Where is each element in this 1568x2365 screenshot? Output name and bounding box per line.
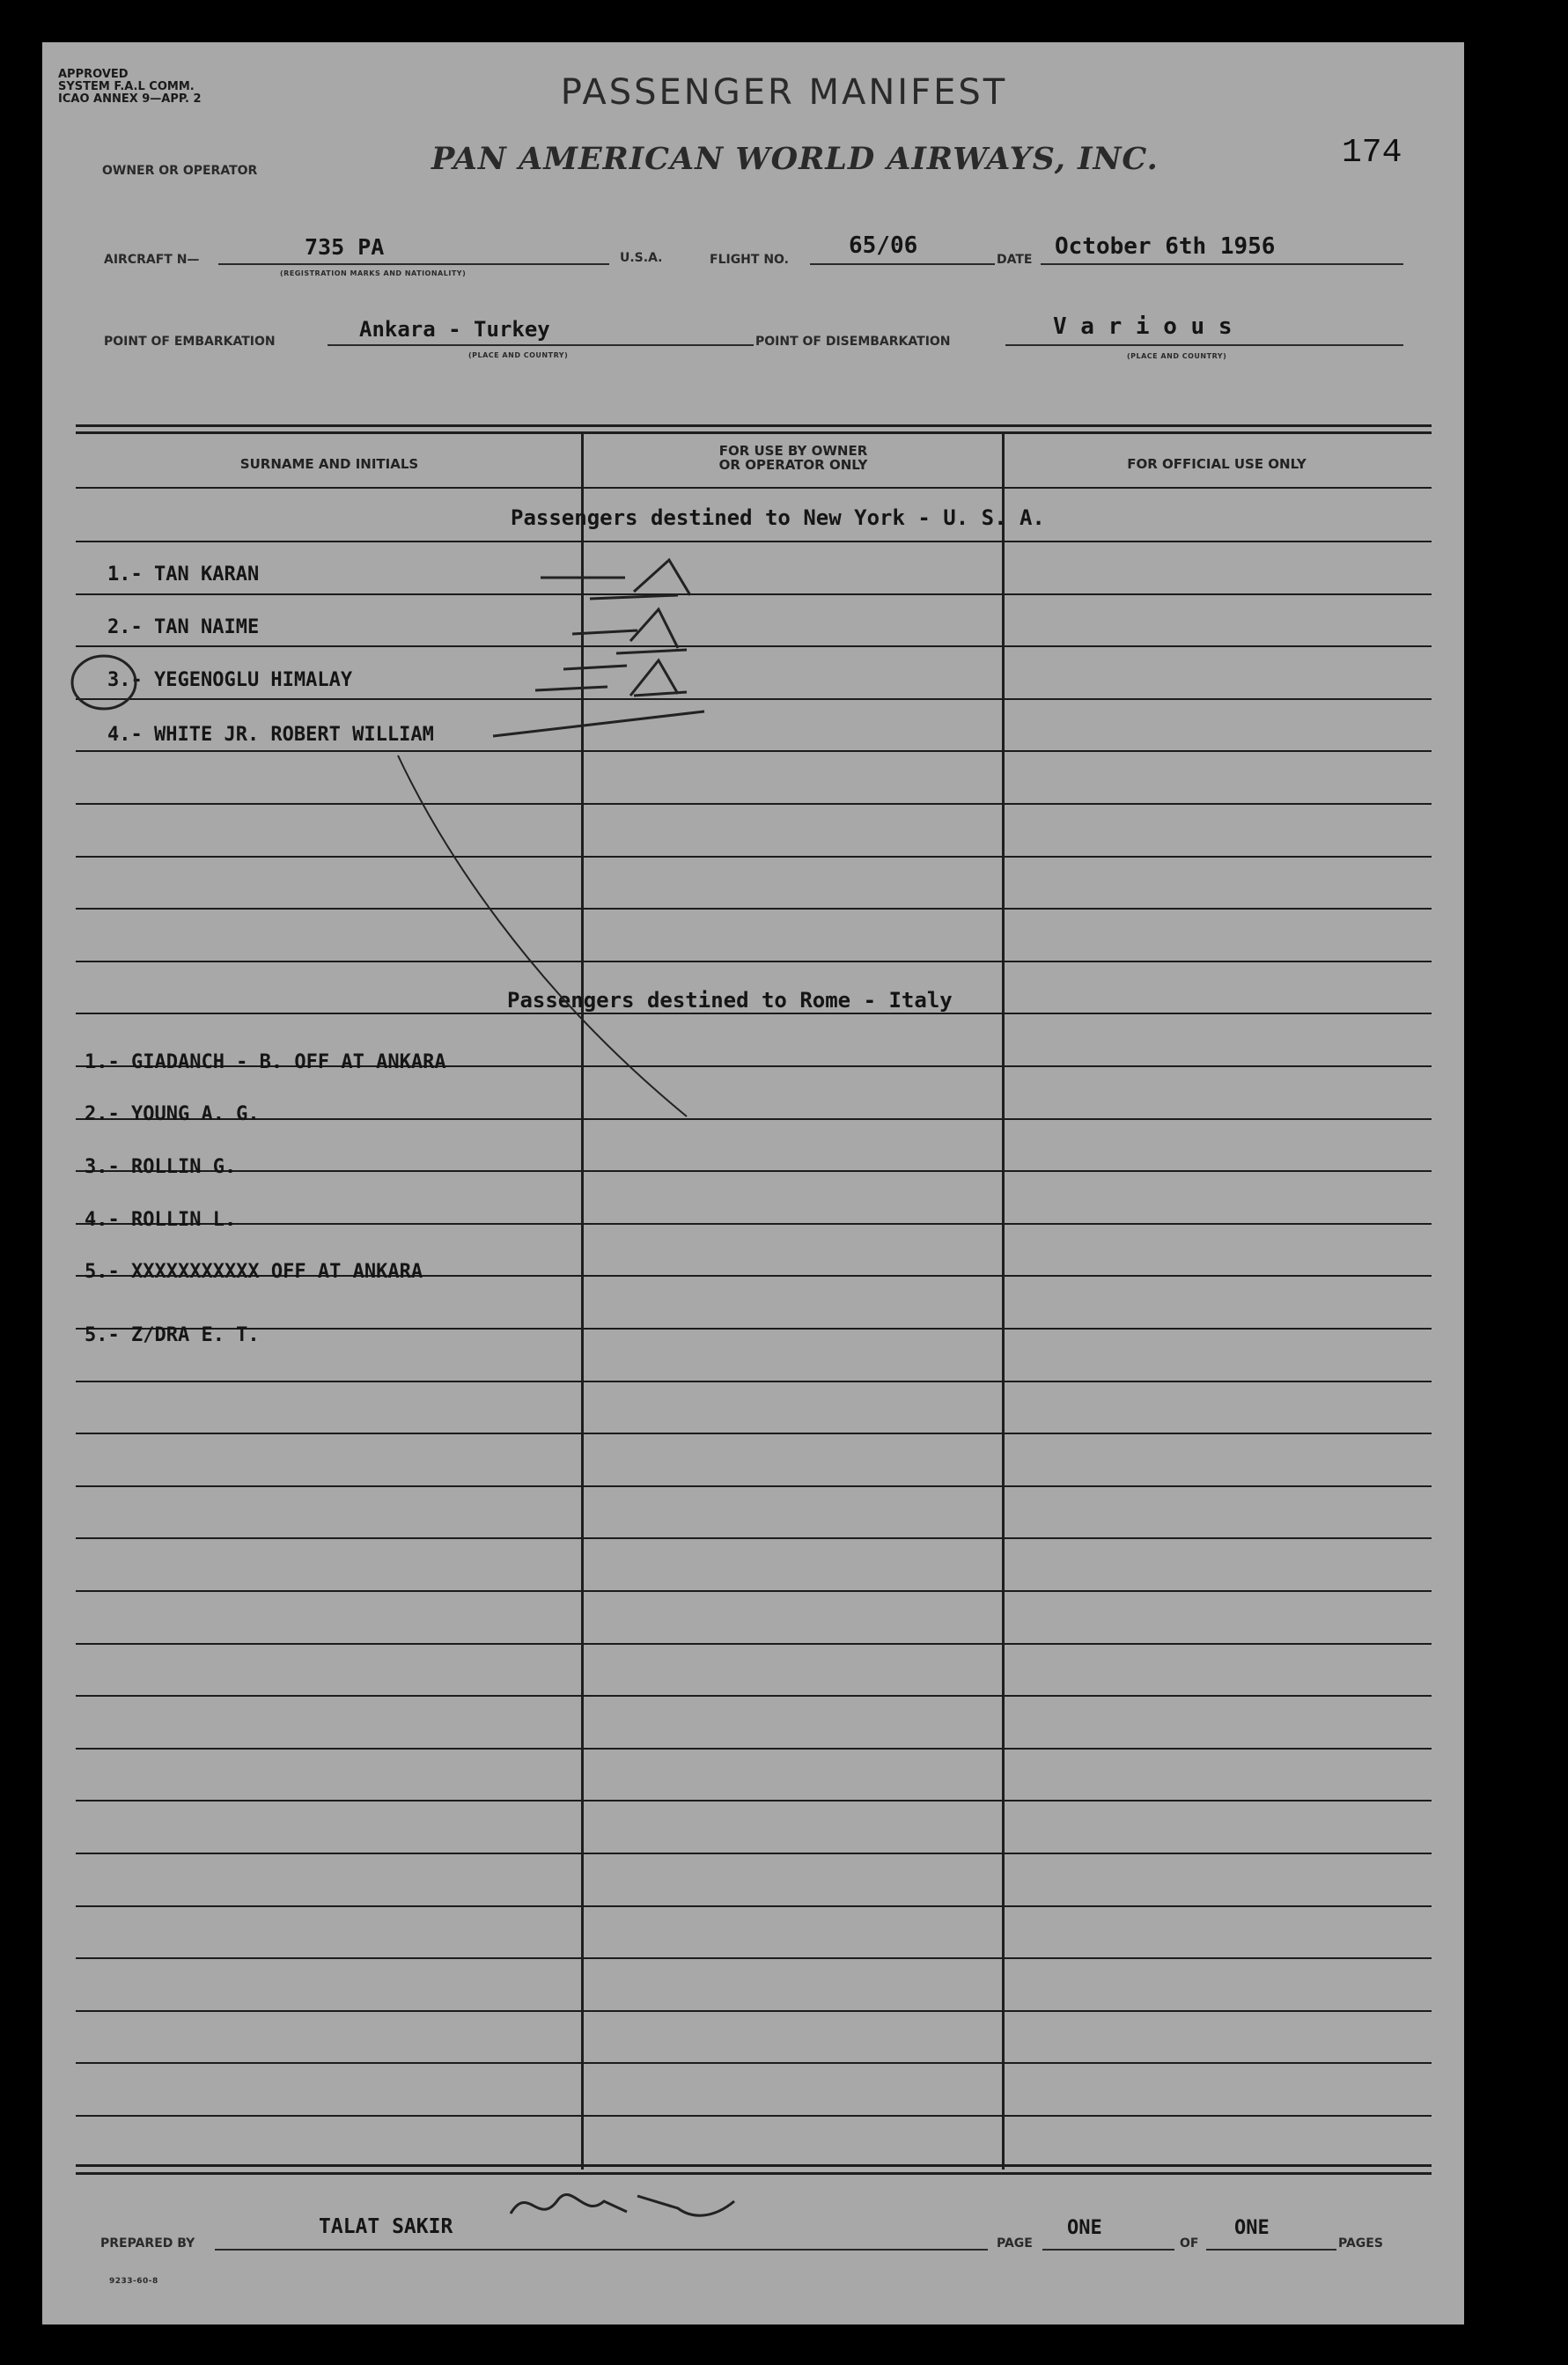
owner-value: PAN AMERICAN WORLD AIRWAYS, INC. [431, 141, 1159, 177]
dash-mark [634, 692, 687, 696]
handwritten-a-mark [630, 660, 678, 696]
passenger-entry: 2.- YOUNG A. G. [85, 1103, 260, 1125]
table-bottom-rule-1 [76, 2164, 1432, 2167]
of-value: ONE [1234, 2217, 1270, 2239]
passenger-entry: 4.- ROLLIN L. [85, 1209, 237, 1231]
column-header-operator-line-1: FOR USE BY OWNER [718, 443, 868, 459]
page-label: PAGE [997, 2236, 1033, 2251]
disembark-label: POINT OF DISEMBARKATION [755, 335, 951, 349]
prepared-by-label: PREPARED BY [100, 2236, 195, 2251]
form-title: PASSENGER MANIFEST [560, 72, 1008, 113]
embark-label: POINT OF EMBARKATION [104, 335, 276, 349]
dash-mark [535, 687, 607, 690]
embark-value: Ankara - Turkey [359, 317, 550, 342]
dash-mark [572, 630, 637, 634]
column-header-official: FOR OFFICIAL USE ONLY [1127, 456, 1307, 472]
passenger-entry: 5.- XXXXXXXXXXX OFF AT ANKARA [85, 1261, 423, 1283]
embark-sublabel: (PLACE AND COUNTRY) [468, 351, 569, 359]
section-heading-rome: Passengers destined to Rome - Italy [507, 988, 953, 1013]
form-code: 9233-60-8 [109, 2277, 158, 2286]
passenger-entry: 3.- ROLLIN G. [85, 1156, 237, 1178]
page-value: ONE [1067, 2217, 1102, 2239]
disembark-sublabel: (PLACE AND COUNTRY) [1127, 352, 1227, 360]
section-heading-new-york: Passengers destined to New York - U. S. A. [511, 505, 1045, 530]
of-label: OF [1180, 2236, 1199, 2251]
aircraft-value: 735 PA [305, 234, 385, 260]
handwritten-a-mark [634, 560, 690, 595]
owner-label: OWNER OR OPERATOR [102, 164, 258, 178]
handwritten-a-mark [630, 609, 678, 648]
circle-mark [72, 656, 136, 709]
flight-value: 65/06 [849, 232, 918, 259]
passenger-entry: 1.- GIADANCH - B. OFF AT ANKARA [85, 1051, 446, 1073]
passenger-entry: 4.- WHITE JR. ROBERT WILLIAM [107, 724, 434, 746]
column-header-operator-line-2: OR OPERATOR ONLY [718, 457, 868, 473]
dash-mark [616, 650, 687, 653]
approval-line-2: SYSTEM F.A.L COMM. [58, 80, 195, 93]
column-header-surname: SURNAME AND INITIALS [239, 456, 419, 472]
of-line [1206, 2249, 1336, 2251]
arrow-line [398, 755, 687, 1116]
dash-mark [563, 666, 627, 669]
flight-label: FLIGHT NO. [710, 253, 789, 267]
signature-mark [511, 2194, 734, 2215]
pages-label: PAGES [1338, 2236, 1383, 2251]
usa-label: U.S.A. [620, 251, 663, 265]
page-stamp-number: 174 [1342, 134, 1402, 172]
passenger-entry: 1.- TAN KARAN [107, 564, 260, 586]
aircraft-label: AIRCRAFT N— [104, 253, 200, 267]
prepared-by-line [215, 2249, 988, 2251]
passenger-entry: 2.- TAN NAIME [107, 616, 260, 638]
page-line [1042, 2249, 1174, 2251]
passenger-entry: 3.- YEGENOGLU HIMALAY [107, 669, 353, 691]
disembark-value: V a r i o u s [1053, 313, 1233, 340]
approval-line-3: ICAO ANNEX 9—APP. 2 [58, 92, 202, 106]
approval-line-1: APPROVED [58, 68, 129, 81]
table-bottom-rule-2 [76, 2172, 1432, 2175]
passenger-entry: 5.- Z/DRA E. T. [85, 1324, 260, 1346]
prepared-by-value: TALAT SAKIR [319, 2215, 453, 2238]
aircraft-sublabel: (REGISTRATION MARKS AND NATIONALITY) [280, 269, 467, 277]
pointer-line [493, 711, 704, 736]
date-label: DATE [997, 253, 1033, 267]
date-value: October 6th 1956 [1055, 233, 1276, 260]
dash-mark [590, 595, 678, 599]
